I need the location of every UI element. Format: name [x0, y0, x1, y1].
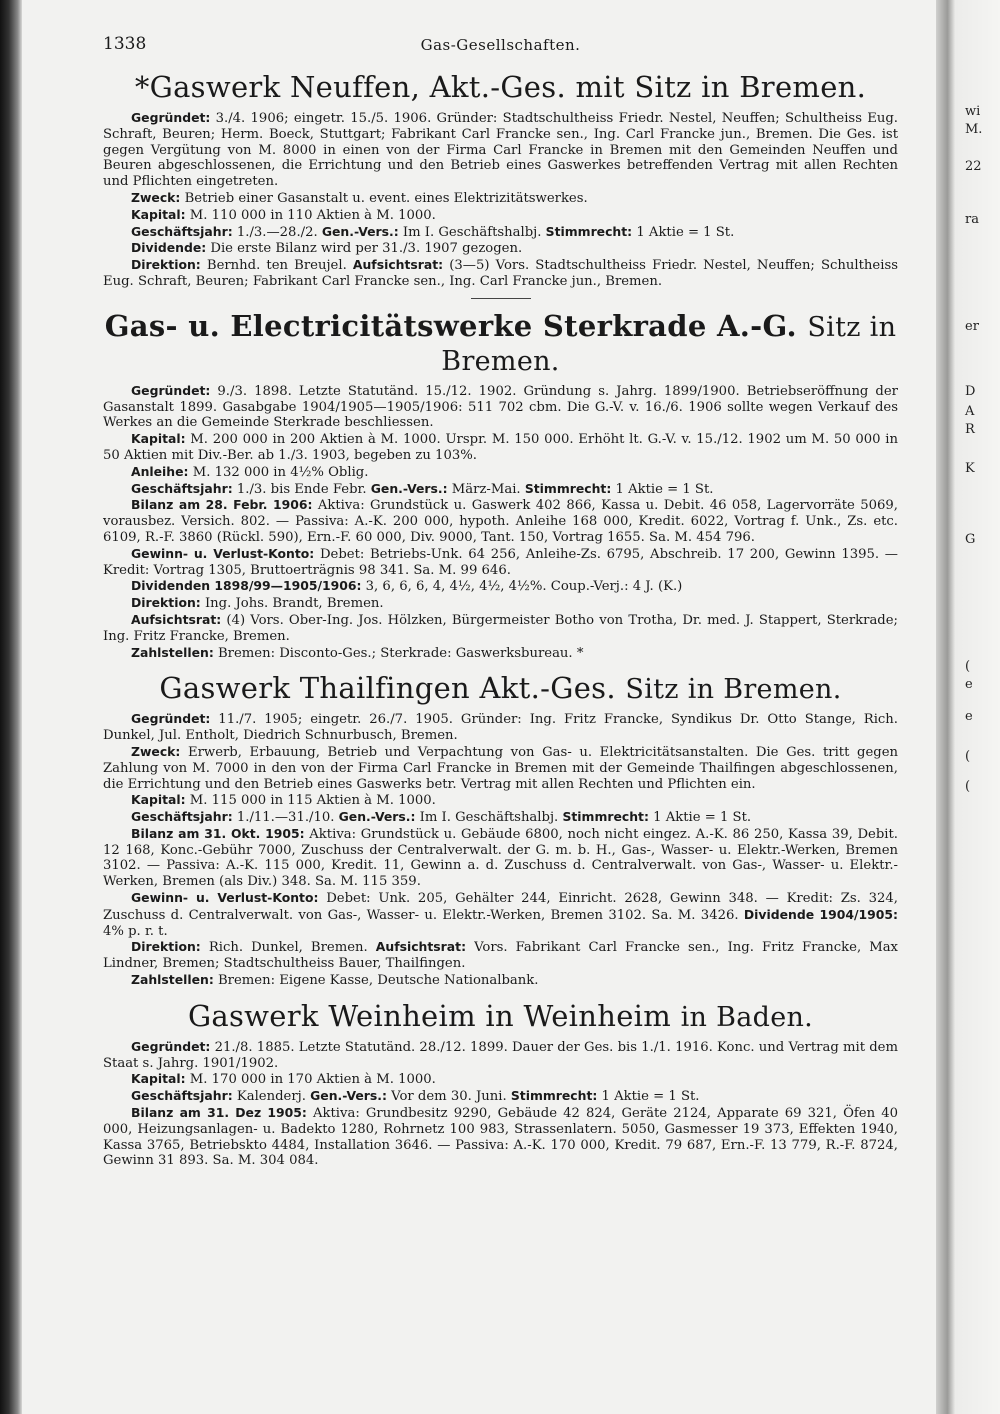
entry-paragraph: Zweck: Betrieb einer Gasanstalt u. event. eines Elektrizitätswerkes. — [131, 189, 588, 206]
entry-paragraph: Direktion: Bernhd. ten Breujel. Aufsichtsrat: (3—5) Vors. Stadtschultheiss Friedr. Nestel, Neuffen; Schultheiss Eug. Schraft, Beuren; Fabrikant Carl Francke sen., Ing. Carl Francke jun., Bremen. — [103, 257, 898, 289]
entry-paragraph: Gegründet: 3./4. 1906; eingetr. 15./5. 1906. Gründer: Stadtschultheiss Friedr. Nestel, Neuffen; Schultheiss Eug. Schraft, Beuren; Herm. Boeck, Stuttgart; Fabrikant Carl Francke sen., Ing. Carl Francke jun., Bremen. Die Ges. ist gegen Vergütung von M. 8000 in einen von der Firma Carl Francke in Bremen mit den Gemeinden Neuffen und Beuren abgeschlossenen, die Errichtung und den Betrieb eines Gaswerkes betreffenden Vertrag mit allen Rechten und Pflichten eingetreten. — [103, 110, 898, 190]
margin-fragment: ( — [965, 779, 971, 794]
entry-paragraph: Gegründet: 21./8. 1885. Letzte Statutänd. 28./12. 1899. Dauer der Ges. bis 1./1. 1916. Konc. und Vertrag mit dem Staat s. Jahrg. 1901/1902. — [103, 1038, 898, 1071]
margin-fragment: R — [965, 422, 975, 437]
entry-paragraph: Direktion: Rich. Dunkel, Bremen. Aufsichtsrat: Vors. Fabrikant Carl Francke sen., Ing. Fritz Francke, Max Lindner, Bremen; Stadtschultheiss Bauer, Thailfingen. — [103, 939, 898, 972]
margin-fragment: er — [965, 319, 979, 334]
entry-paragraph: Bilanz am 31. Okt. 1905: Aktiva: Grundstück u. Gebäude 6800, noch nicht eingez. A.-K. 86 250, Kassa 39, Debit. 12 168, Konc.-Gebühr 7000, Zuschuss der Centralverwalt. der G. m. b. H., Gas-, Wasser- u. Elektr.-Werken, Bremen 3102. — Passiva: A.-K. 115 000, Kredit. 11, Gewinn a. d. Zuschuss d. Centralverwalt. von Gas-, Wasser- u. Elektr.-Werken, Bremen (als Div.) 348. Sa. M. 115 359. — [103, 825, 899, 890]
company-seat: Sitz in Bremen. — [625, 674, 842, 706]
company-title: Gaswerk Weinheim in Weinheim in Baden. — [187, 998, 814, 1033]
company-entry-neuffen — [103, 70, 898, 299]
entry-paragraph: Dividenden 1898/99—1905/1906: 3, 6, 6, 6, 4, 4½, 4½, 4½%. Coup.-Verj.: 4 J. (K.) — [131, 578, 683, 595]
entry-paragraph: Aufsichtsrat: (4) Vors. Ober-Ing. Jos. Hölzken, Bürgermeister Botho von Trotha, Dr. med. J. Stappert, Sterkrade; Ing. Fritz Francke, Bremen. — [103, 611, 898, 644]
margin-fragment: wi — [965, 104, 981, 119]
adjacent-page-fragments — [965, 90, 1000, 794]
entry-paragraph: Gewinn- u. Verlust-Konto: Debet: Unk. 205, Gehälter 244, Einricht. 2628, Gewinn 348. — Kredit: Zs. 324, Zuschuss d. Centralverwalt. von Gas-, Wasser- u. Elektr.-Werken, Bremen 3102. Sa. M. 3426. Dividende 1904/1905: 4% p. r. t. — [103, 890, 898, 939]
company-entry-weinheim — [103, 999, 898, 1169]
margin-fragment: 22 — [965, 159, 982, 174]
entry-paragraph: Bilanz am 28. Febr. 1906: Aktiva: Grundstück u. Gaswerk 402 866, Kassa u. Debit. 46 058, Lagervorräte 5069, vorausbez. Versich. 802. — Passiva: A.-K. 200 000, hypoth. Anleihe 168 000, Kredit. 6022, Vortrag f. Unk., Zs. etc. 6109, R.-F. 3860 (Rückl. 590), Ern.-F. 60 000, Div. 9000, Tant. 150, Vortrag 1655. Sa. M. 454 796. — [103, 497, 898, 545]
company-entry-thailfingen — [103, 671, 898, 989]
margin-fragment: ( — [965, 659, 971, 674]
running-title: Gas-Gesellschaften. — [420, 36, 581, 54]
entry-paragraph: Kapital: M. 115 000 in 115 Aktien à M. 1000. — [131, 792, 436, 809]
entry-paragraph: Zahlstellen: Bremen: Eigene Kasse, Deutsche Nationalbank. — [131, 972, 539, 989]
margin-fragment: ( — [965, 749, 971, 764]
company-title: *Gaswerk Neuffen, Akt.-Ges. mit Sitz in Bremen. — [134, 70, 867, 104]
margin-fragment: D — [965, 384, 976, 399]
entry-paragraph: Gegründet: 11./7. 1905; eingetr. 26./7. 1905. Gründer: Ing. Fritz Francke, Syndikus Dr. Otto Stange, Rich. Dunkel, Jul. Entholt, Diedrich Schnurbusch, Bremen. — [103, 711, 898, 744]
margin-fragment: e — [965, 709, 973, 724]
margin-fragment: A — [965, 404, 975, 419]
margin-fragment: K — [965, 461, 975, 476]
entry-paragraph: Zweck: Erwerb, Erbauung, Betrieb und Verpachtung von Gas- u. Elektricitätsanstalten. Die Ges. tritt gegen Zahlung von M. 7000 in den von der Firma Carl Francke in Bremen mit der Gemeinde Thailfingen abgeschlossenen, die Errichtung und den Betrieb eines Gaswerks betr. Vertrag mit allen Rechten und Pflichten ein. — [103, 743, 898, 792]
company-seat: in Baden. — [680, 1001, 814, 1033]
entry-paragraph: Kapital: M. 170 000 in 170 Aktien à M. 1000. — [131, 1071, 436, 1088]
company-title: Gaswerk Thailfingen Akt.-Ges. Sitz in Bremen. — [159, 671, 842, 706]
page-header — [103, 34, 898, 60]
margin-fragment: G — [965, 532, 976, 547]
margin-fragment: e — [965, 677, 973, 692]
entry-paragraph: Anleihe: M. 132 000 in 4½% Oblig. — [131, 463, 369, 480]
page-content — [103, 34, 898, 1169]
scan-left-edge — [0, 0, 22, 1414]
entry-paragraph: Gewinn- u. Verlust-Konto: Debet: Betriebs-Unk. 64 256, Anleihe-Zs. 6795, Abschreib. 17 200, Gewinn 1395. — Kredit: Vortrag 1305, Bruttoerträgnis 98 341. Sa. M. 99 646. — [103, 545, 898, 578]
entry-paragraph: Geschäftsjahr: 1./3. bis Ende Febr. Gen.-Vers.: März-Mai. Stimmrecht: 1 Aktie = 1 St. — [131, 480, 714, 497]
entry-paragraph: Zahlstellen: Bremen: Disconto-Ges.; Sterkrade: Gaswerksbureau. * — [131, 644, 584, 661]
entry-paragraph: Dividende: Die erste Bilanz wird per 31./3. 1907 gezogen. — [131, 240, 523, 257]
company-title: Gas- u. Electricitätswerke Sterkrade A.-G. Sitz in Bremen. — [104, 308, 897, 377]
page-number: 1338 — [103, 34, 147, 54]
entry-paragraph: Geschäftsjahr: 1./3.—28./2. Gen.-Vers.: Im I. Geschäftshalbj. Stimmrecht: 1 Aktie = 1 St. — [131, 223, 735, 240]
section-divider — [471, 298, 531, 299]
margin-fragment: M. — [965, 122, 983, 137]
entry-paragraph: Geschäftsjahr: Kalenderj. Gen.-Vers.: Vor dem 30. Juni. Stimmrecht: 1 Aktie = 1 St. — [131, 1088, 700, 1105]
company-seat: Sitz in Bremen. — [441, 311, 897, 377]
company-entry-sterkrade — [103, 309, 898, 662]
entry-paragraph: Gegründet: 9./3. 1898. Letzte Statutänd. 15./12. 1902. Gründung s. Jahrg. 1899/1900. Betriebseröffnung der Gasanstalt 1899. Gasabgabe 1904/1905—1905/1906: 511 702 cbm. Die G.-V. v. 16./6. 1906 sollte wegen Verkauf des Werkes an die Gemeinde Sterkrade beschliessen. — [103, 382, 898, 431]
entry-paragraph: Direktion: Ing. Johs. Brandt, Bremen. — [131, 595, 384, 612]
entry-paragraph: Kapital: M. 200 000 in 200 Aktien à M. 1000. Urspr. M. 150 000. Erhöht lt. G.-V. v. 15./12. 1902 um M. 50 000 in 50 Aktien mit Div.-Ber. ab 1./3. 1903, begeben zu 103%. — [103, 431, 898, 463]
entry-paragraph: Geschäftsjahr: 1./11.—31./10. Gen.-Vers.: Im I. Geschäftshalbj. Stimmrecht: 1 Aktie = 1 St. — [131, 809, 752, 826]
entry-paragraph: Kapital: M. 110 000 in 110 Aktien à M. 1000. — [131, 206, 436, 223]
margin-fragment: ra — [965, 212, 979, 227]
entry-paragraph: Bilanz am 31. Dez 1905: Aktiva: Grundbesitz 9290, Gebäude 42 824, Geräte 2124, Apparate 69 321, Öfen 40 000, Heizungsanlagen- u. Badekto 1280, Rohrnetz 100 983, Strassenlatern. 5050, Gasmesser 19 373, Effekten 1940, Kassa 3765, Betriebskto 4484, Installation 3646. — Passiva: A.-K. 170 000, Kredit. 79 687, Ern.-F. 13 779, R.-F. 8724, Gewinn 31 893. Sa. M. 304 084. — [103, 1105, 899, 1169]
